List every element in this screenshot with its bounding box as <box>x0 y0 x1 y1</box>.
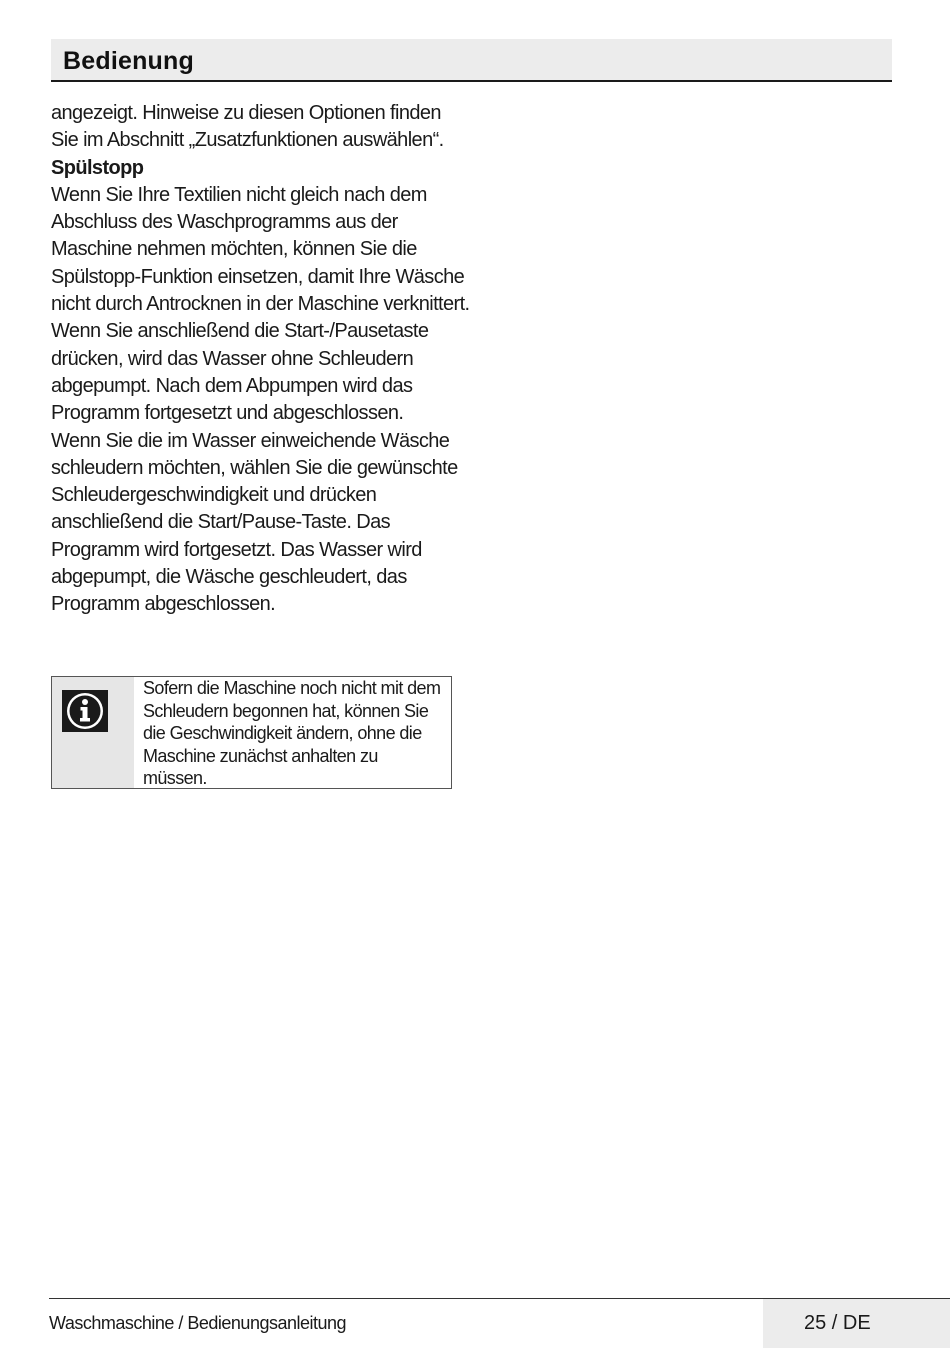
note-text: Sofern die Maschine noch nicht mit dem Schleudern begonnen hat, können Sie die Geschwindigkeit ändern, ohne die Maschine zunächst anhalten zu müssen. <box>143 678 441 788</box>
info-icon <box>62 690 108 732</box>
main-text-column <box>51 100 471 619</box>
subheading-spuelstopp: Spülstopp <box>51 156 144 179</box>
section-header <box>51 39 892 82</box>
footer-document-title: Waschmaschine / Bedienungsanleitung <box>49 1313 347 1333</box>
info-note-box <box>51 676 452 789</box>
paragraph-1: Wenn Sie Ihre Textilien nicht gleich nach dem Abschluss des Waschprogramms aus der Maschine nehmen möchten, können Sie die Spülstopp-Funktion einsetzen, damit Ihre Wäsche nicht durch Antrocknen in der Maschine verknittert. Wenn Sie anschließend die Start-/Pausetaste drücken, wird das Wasser ohne Schleudern abgepumpt. Nach dem Abpumpen wird das Programm fortgesetzt und abgeschlossen. <box>51 183 470 425</box>
intro-paragraph: angezeigt. Hinweise zu diesen Optionen finden Sie im Abschnitt „Zusatzfunktionen auswählen“. <box>51 102 444 152</box>
note-icon-cell <box>52 677 134 788</box>
paragraph-2: Wenn Sie die im Wasser einweichende Wäsche schleudern möchten, wählen Sie die gewünschte Schleudergeschwindigkeit und drücken anschließend die Start/Pause-Taste. Das Programm wird fortgesetzt. Das Wasser wird abgepumpt, die Wäsche geschleudert, das Programm abgeschlossen. <box>51 429 458 616</box>
section-title: Bedienung <box>63 47 194 75</box>
page-number: 25 / DE <box>804 1312 871 1334</box>
footer-page-box <box>763 1299 950 1348</box>
